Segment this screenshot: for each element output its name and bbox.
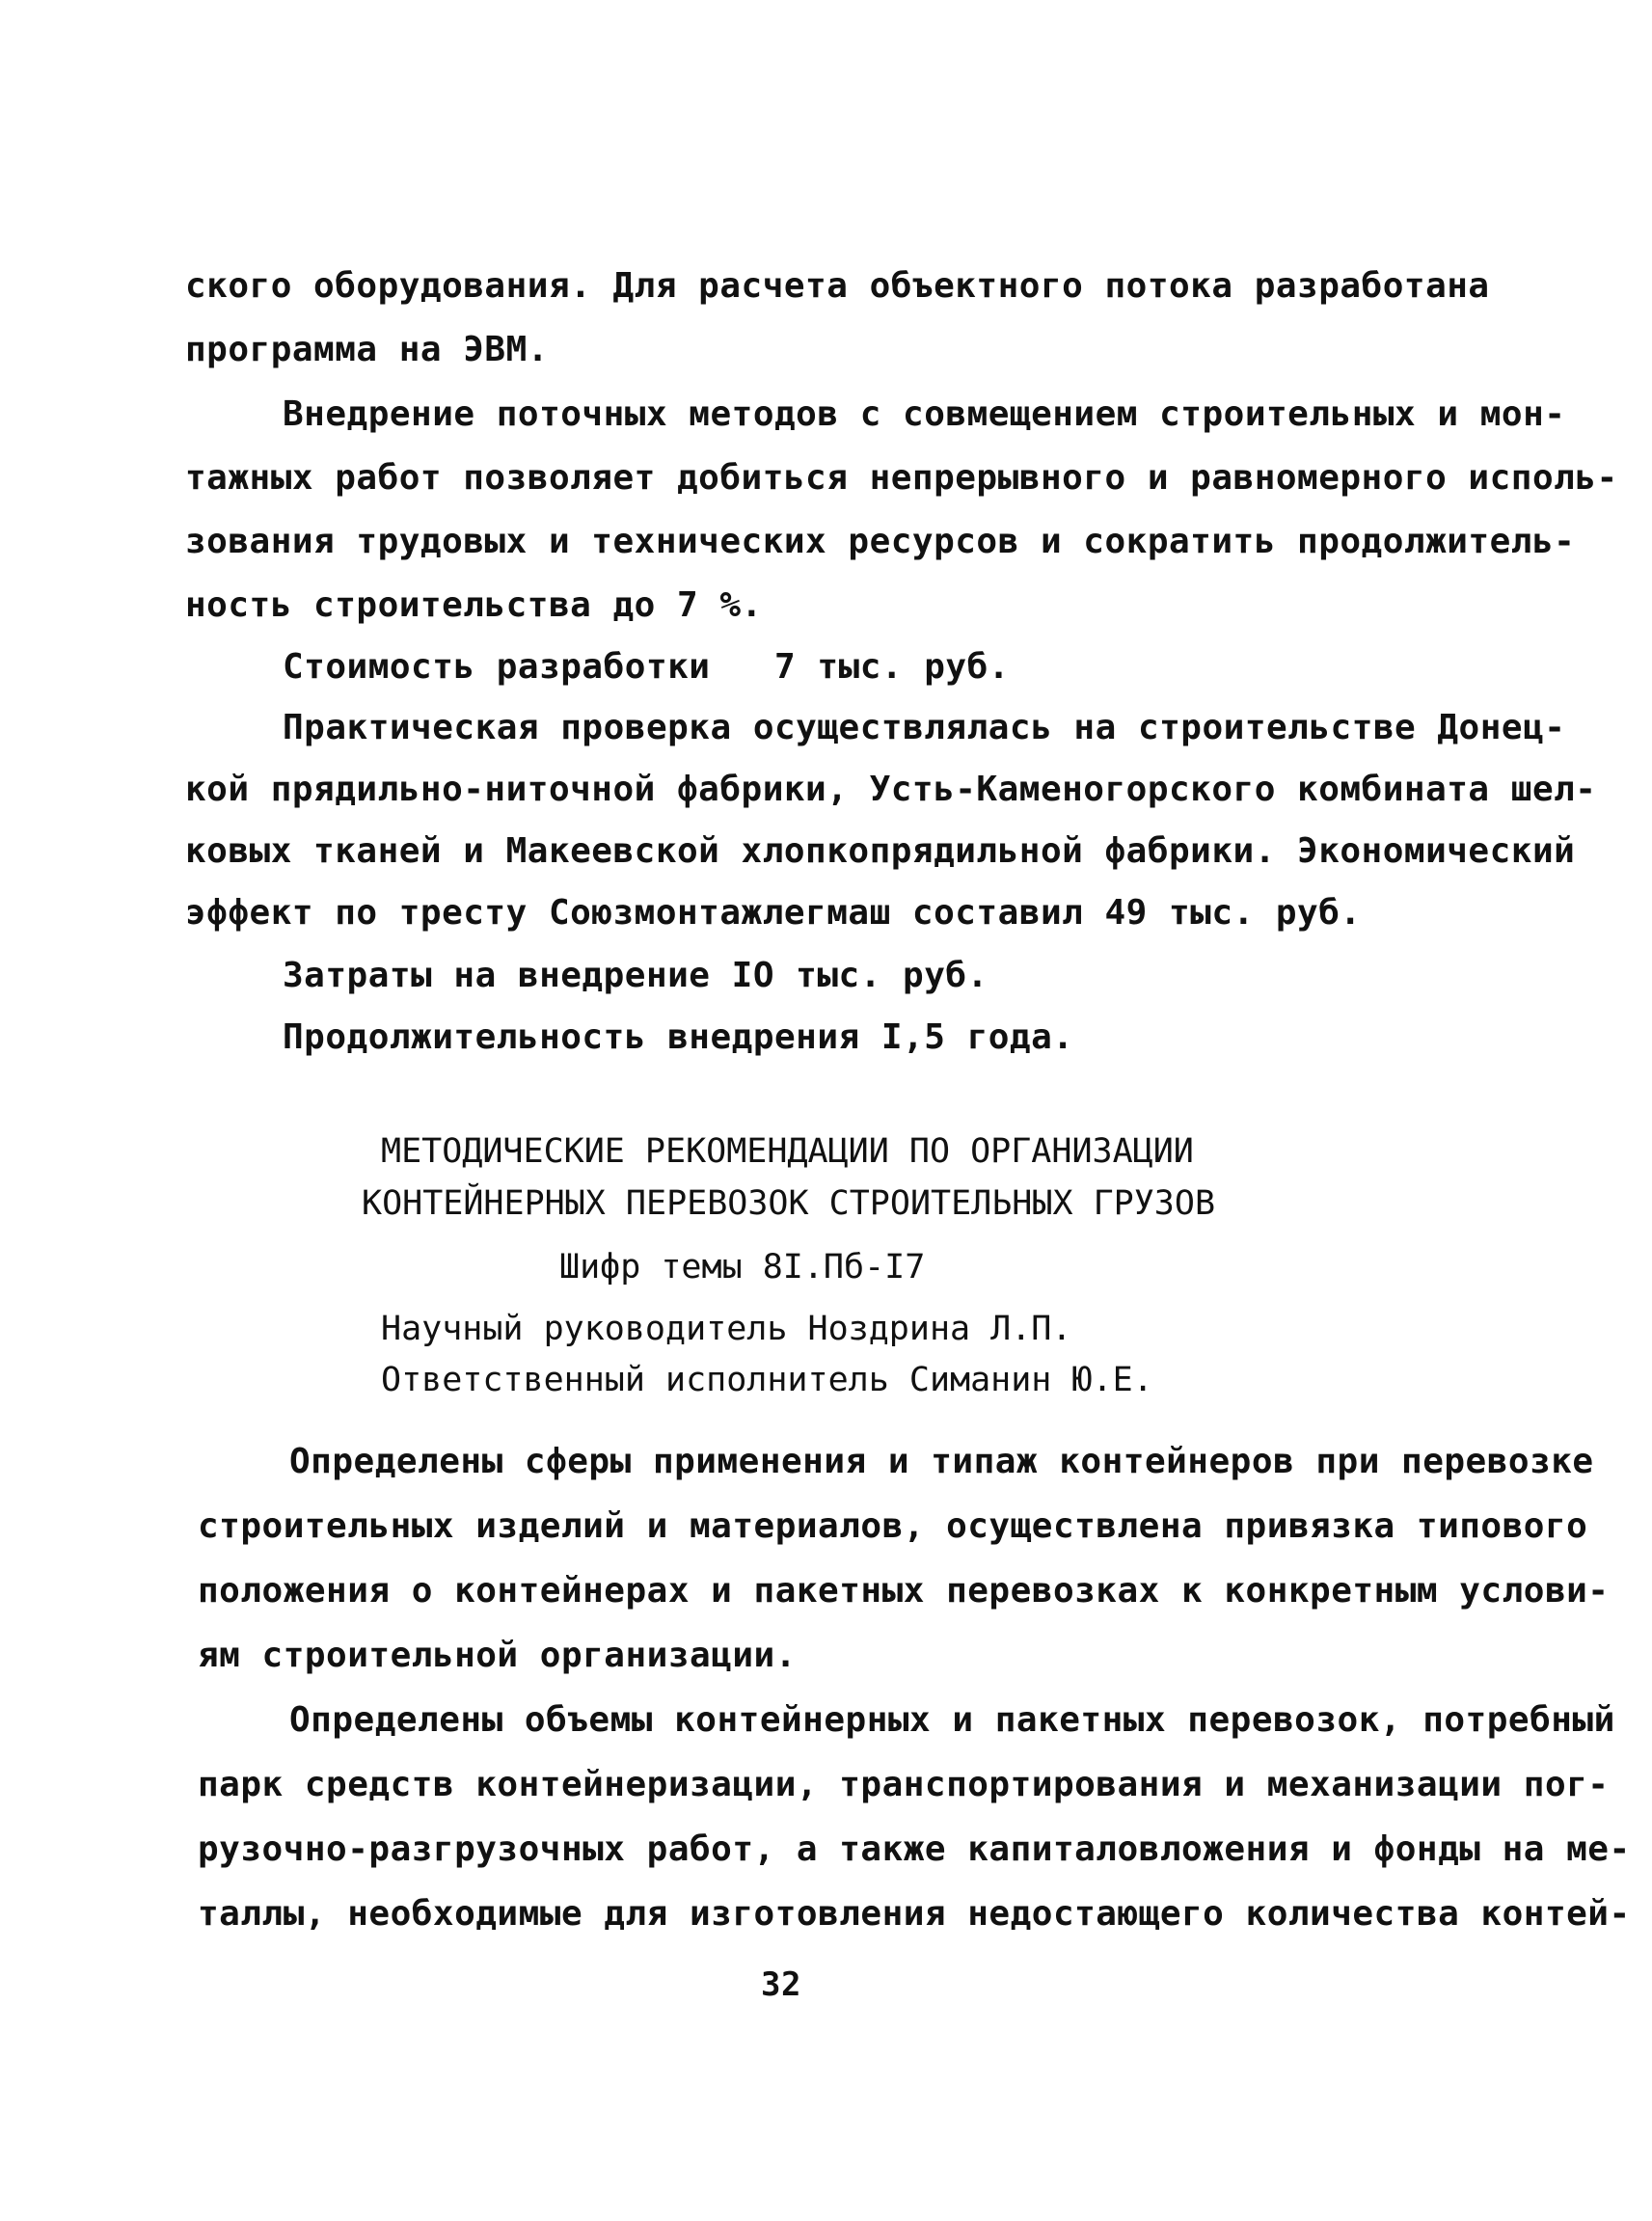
paragraph-3-line-3: ковых тканей и Макеевской хлопкопрядильной фабрики. Экономический: [185, 831, 1576, 871]
paragraph-3-line-1: Практическая проверка осуществлялась на строительстве Донец-: [283, 708, 1566, 747]
implementation-duration: Продолжительность внедрения I,5 года.: [283, 1017, 1074, 1057]
paragraph-4-line-2: строительных изделий и материалов, осуществлена привязка типового: [198, 1506, 1588, 1546]
section-title-line-1: МЕТОДИЧЕСКИЕ РЕКОМЕНДАЦИИ ПО ОРГАНИЗАЦИИ: [381, 1132, 1194, 1171]
paragraph-5-line-2: парк средств контейнеризации, транспортирования и механизации пог-: [198, 1765, 1610, 1804]
paragraph-5-line-3: рузочно-разгрузочных работ, а также капиталовложения и фонды на ме-: [198, 1829, 1631, 1869]
paragraph-2-line-4: ность строительства до 7 %.: [185, 585, 763, 625]
paragraph-5-line-1: Определены объемы контейнерных и пакетных перевозок, потребный: [289, 1700, 1615, 1740]
paragraph-4-line-1: Определены сферы применения и типаж контейнеров при перевозке: [289, 1442, 1594, 1481]
paragraph-2-line-2: тажных работ позволяет добиться непрерывного и равномерного исполь-: [185, 458, 1618, 498]
implementation-cost: Затраты на внедрение IO тыс. руб.: [283, 956, 988, 995]
paragraph-1-line-2: программа на ЭВМ.: [185, 330, 549, 369]
paragraph-1-line-1: ского оборудования. Для расчета объектного потока разработана: [185, 266, 1490, 306]
paragraph-4-line-4: ям строительной организации.: [198, 1636, 797, 1675]
scientific-supervisor: Научный руководитель Ноздрина Л.П.: [381, 1310, 1072, 1348]
theme-code: Шифр темы 8I.Пб-I7: [559, 1248, 926, 1287]
paragraph-4-line-3: положения о контейнерах и пакетных перевозках к конкретным услови-: [198, 1571, 1610, 1611]
page-number: 32: [761, 1965, 801, 2004]
paragraph-2-line-1: Внедрение поточных методов с совмещением строительных и мон-: [283, 394, 1566, 434]
paragraph-3-line-4: эффект по тресту Союзмонтажлегмаш составил 49 тыс. руб.: [185, 893, 1362, 933]
paragraph-5-line-4: таллы, необходимые для изготовления недостающего количества контей-: [198, 1894, 1631, 1934]
section-title-line-2: КОНТЕЙНЕРНЫХ ПЕРЕВОЗОК СТРОИТЕЛЬНЫХ ГРУЗОВ: [362, 1184, 1216, 1223]
responsible-executor: Ответственный исполнитель Симанин Ю.Е.: [381, 1361, 1153, 1399]
paragraph-3-line-2: кой прядильно-ниточной фабрики, Усть-Каменогорского комбината шел-: [185, 770, 1597, 809]
development-cost: Стоимость разработки 7 тыс. руб.: [283, 647, 1010, 687]
paragraph-2-line-3: зования трудовых и технических ресурсов и сократить продолжитель-: [185, 522, 1576, 561]
